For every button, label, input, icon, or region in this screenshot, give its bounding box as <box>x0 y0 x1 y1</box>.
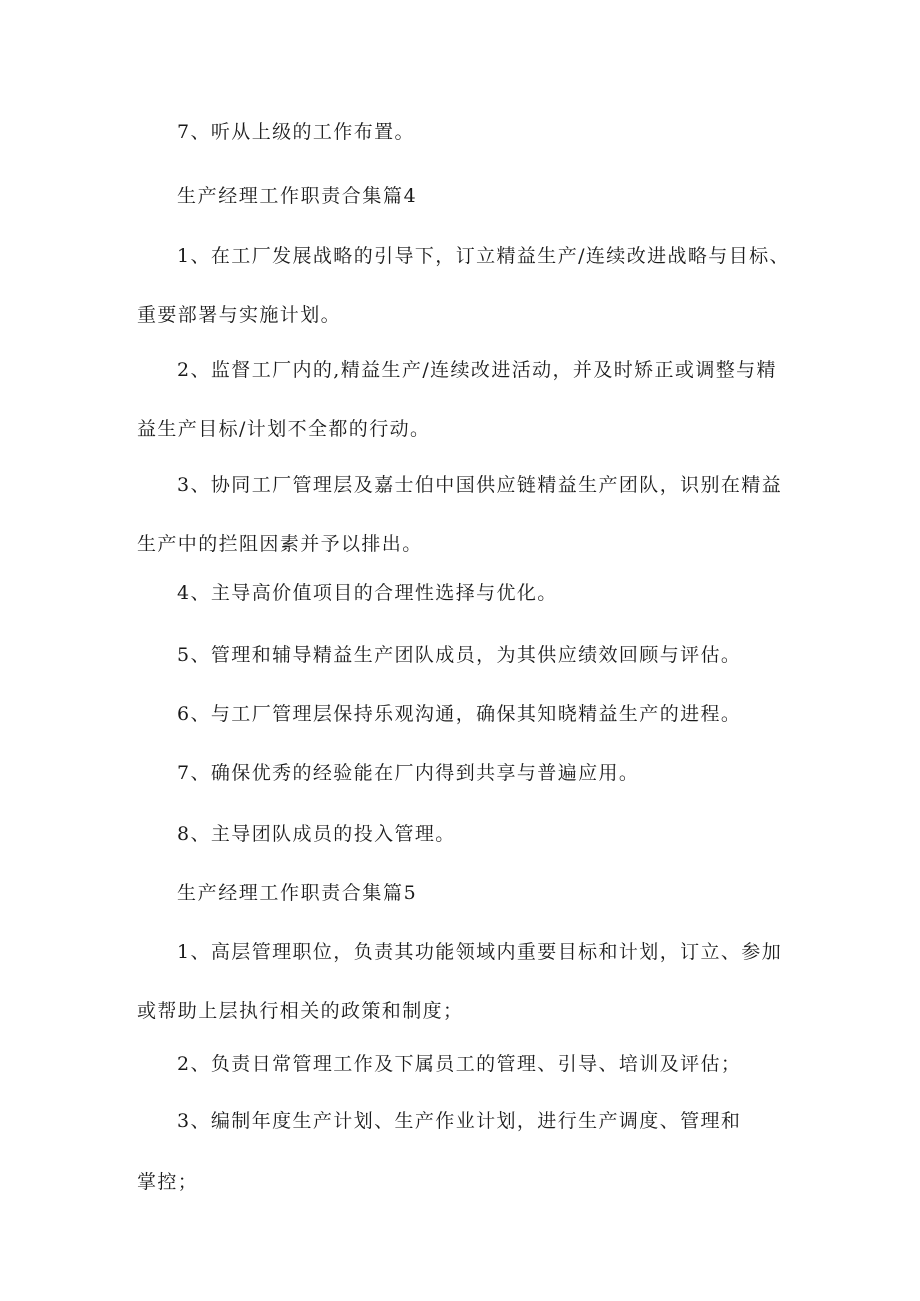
paragraph-item-1-management-role: 1、高层管理职位，负责其功能领域内重要目标和计划，订立、参加或帮助上层执行相关的政策和制度； <box>137 941 783 1022</box>
paragraph-item-3-planning: 3、编制年度生产计划、生产作业计划，进行生产调度、管理和 <box>177 1110 742 1132</box>
paragraph-item-3-obstacles: 3、协同工厂管理层及嘉士伯中国供应链精益生产团队，识别在精益生产中的拦阻因素并予以排出。 <box>137 474 783 555</box>
paragraph-item-7-instructions: 7、听从上级的工作布置。 <box>177 121 415 143</box>
paragraph-item-7-experience: 7、确保优秀的经验能在厂内得到共享与普遍应用。 <box>177 762 640 784</box>
paragraph-item-5-team: 5、管理和辅导精益生产团队成员，为其供应绩效回顾与评估。 <box>177 644 742 666</box>
paragraph-item-1-strategy: 1、在工厂发展战略的引导下，订立精益生产/连续改进战略与目标、重要部署与实施计划。 <box>137 245 790 326</box>
paragraph-item-6-communication: 6、与工厂管理层保持乐观沟通，确保其知晓精益生产的进程。 <box>177 703 742 725</box>
section-heading-part-5: 生产经理工作职责合集篇5 <box>177 882 418 904</box>
paragraph-item-8-input-management: 8、主导团队成员的投入管理。 <box>177 823 456 845</box>
section-heading-part-4: 生产经理工作职责合集篇4 <box>177 185 418 207</box>
paragraph-continuation-control: 掌控； <box>137 1171 199 1193</box>
paragraph-item-2-daily-management: 2、负责日常管理工作及下属员工的管理、引导、培训及评估； <box>177 1053 742 1075</box>
paragraph-item-4-projects: 4、主导高价值项目的合理性选择与优化。 <box>177 582 558 604</box>
paragraph-item-2-supervise: 2、监督工厂内的,精益生产/连续改进活动，并及时矫正或调整与精益生产目标/计划不全都的行动。 <box>137 359 777 440</box>
